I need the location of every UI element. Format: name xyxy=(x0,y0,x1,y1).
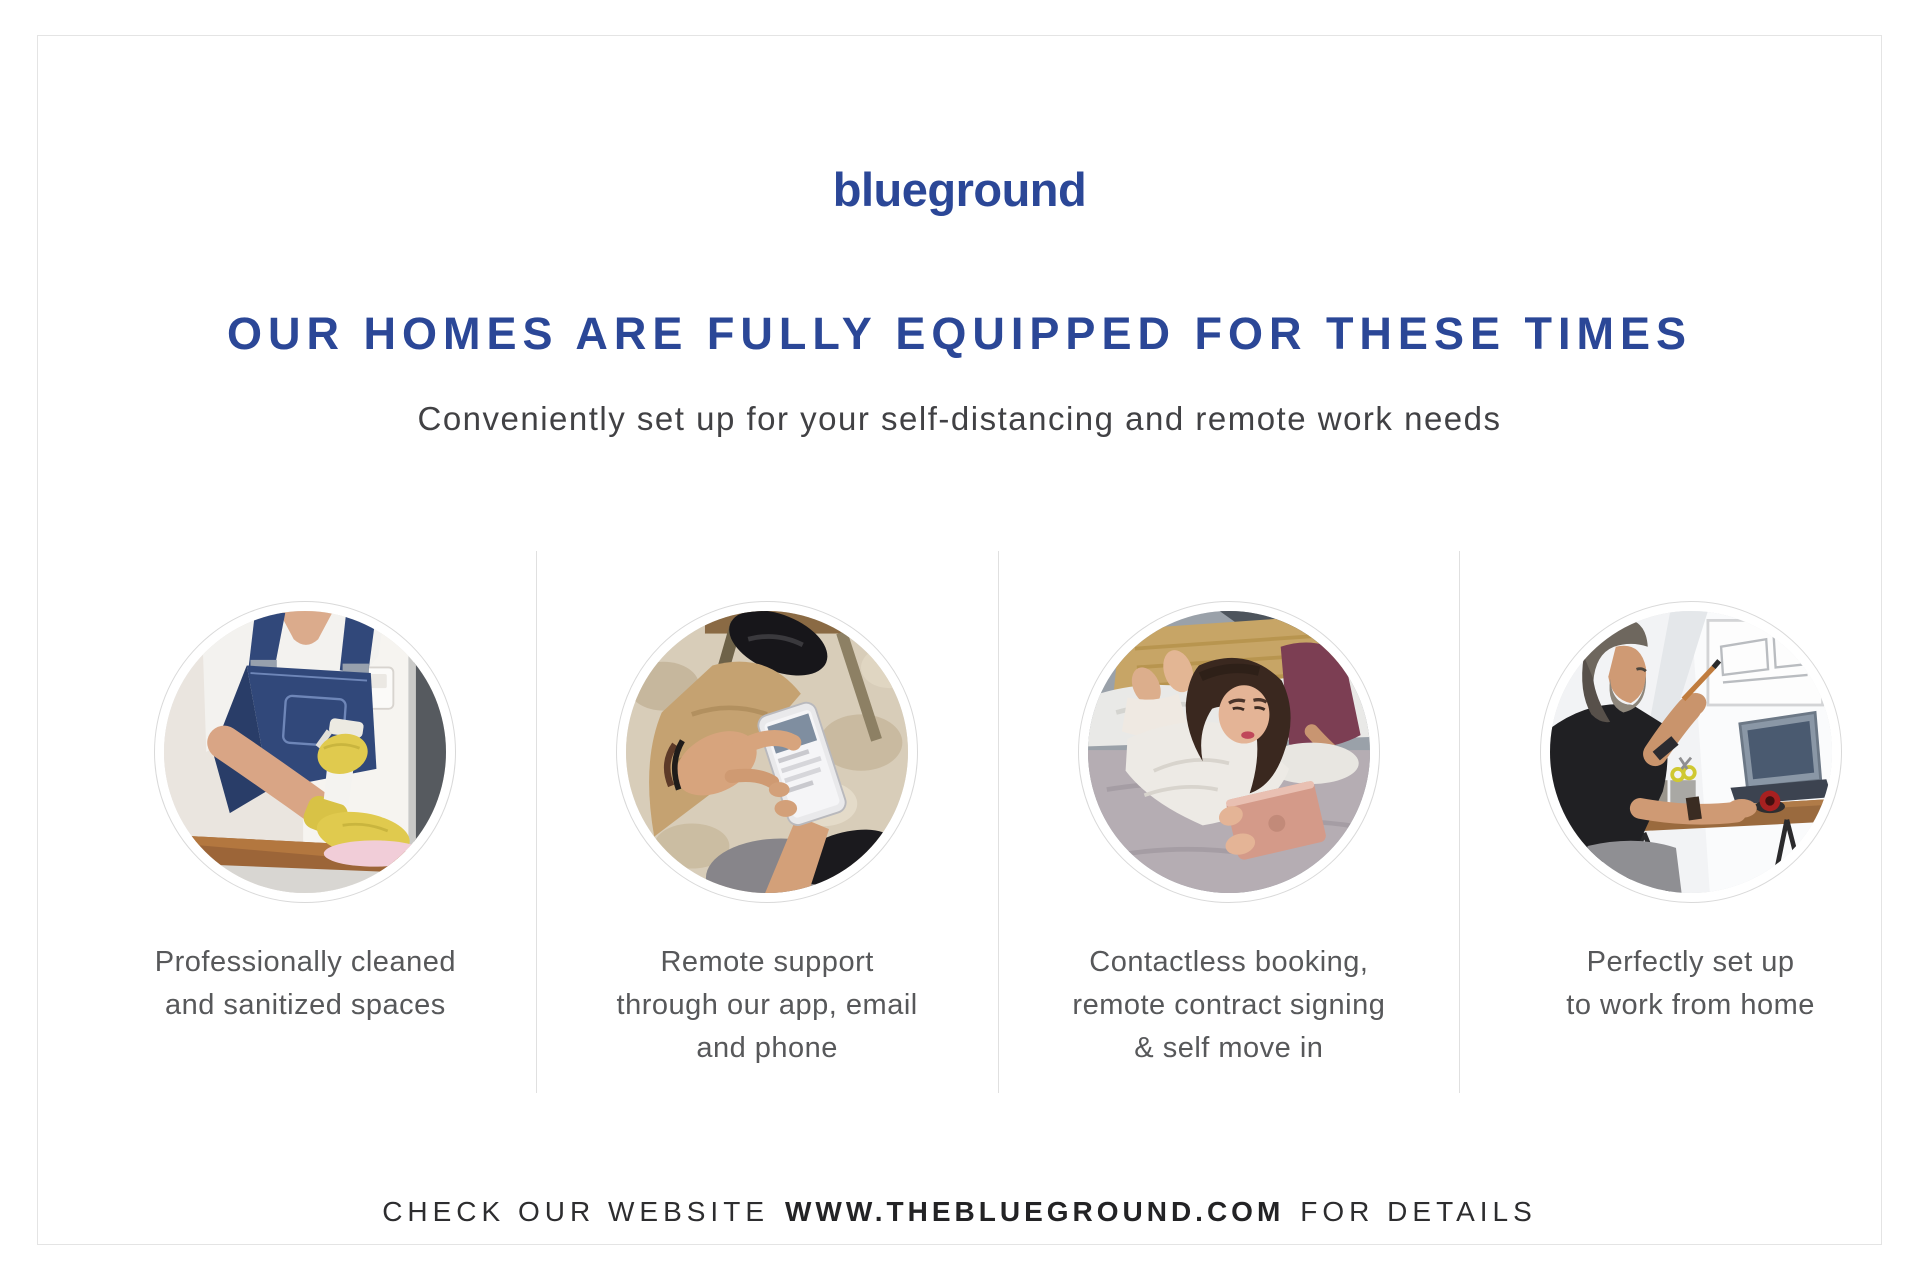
feature-caption-work-from-home xyxy=(1566,941,1815,1027)
photo-ring xyxy=(154,601,456,903)
phone-support-photo xyxy=(626,611,908,893)
feature-remote-support xyxy=(536,551,998,1093)
feature-contactless-booking xyxy=(998,551,1460,1093)
feature-caption-contactless-booking xyxy=(1072,941,1385,1070)
caption-line: Contactless booking, xyxy=(1089,946,1369,978)
page-title: OUR HOMES ARE FULLY EQUIPPED FOR THESE TIMES xyxy=(227,308,1692,359)
features-row xyxy=(75,551,1920,1093)
footer-prefix: CHECK OUR WEBSITE xyxy=(382,1196,769,1227)
photo-ring xyxy=(1540,601,1842,903)
feature-caption-remote-support xyxy=(617,941,918,1070)
footer-note xyxy=(38,1196,1881,1228)
caption-line: through our app, email xyxy=(616,989,918,1021)
blueground-logo: blueground xyxy=(832,163,1087,216)
feature-cleaning xyxy=(75,551,536,1093)
caption-line: and sanitized spaces xyxy=(164,989,446,1021)
caption-line: Professionally cleaned xyxy=(154,946,456,978)
feature-caption-cleaning xyxy=(155,941,456,1027)
caption-line: to work from home xyxy=(1566,989,1815,1021)
tablet-booking-photo xyxy=(1088,611,1370,893)
caption-line: & self move in xyxy=(1134,1032,1324,1064)
feature-work-from-home xyxy=(1459,551,1920,1093)
caption-line: Perfectly set up xyxy=(1586,946,1795,978)
photo-ring xyxy=(616,601,918,903)
photo-ring xyxy=(1078,601,1380,903)
website-url: WWW.THEBLUEGROUND.COM xyxy=(785,1196,1285,1227)
caption-line: remote contract signing xyxy=(1072,989,1386,1021)
page-subtitle: Conveniently set up for your self-distancing and remote work needs xyxy=(417,400,1502,437)
caption-line: and phone xyxy=(696,1032,838,1064)
caption-line: Remote support xyxy=(660,946,874,978)
footer-suffix: FOR DETAILS xyxy=(1300,1196,1537,1227)
flyer-card xyxy=(37,35,1882,1245)
cleaning-photo xyxy=(164,611,446,893)
work-from-home-photo xyxy=(1550,611,1832,893)
